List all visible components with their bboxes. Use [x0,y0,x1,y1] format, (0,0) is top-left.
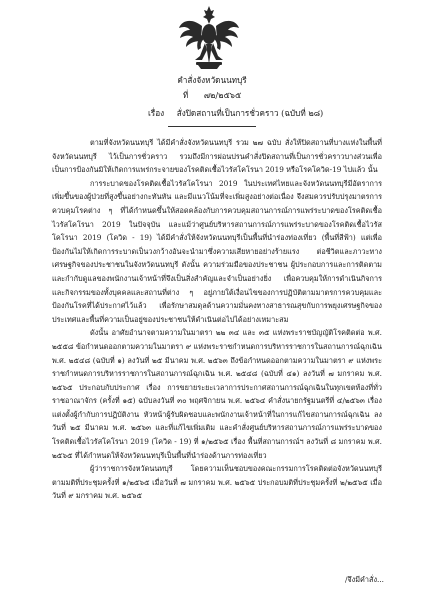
order-subject [148,107,323,120]
body-paragraph: การระบาดของโรคติดเชื้อไวรัสโคโรนา 2019 ในประเทศไทยและจังหวัดนนทบุรีมีอัตราการเพิ่มขึ้นของผู้ป่วยที่สูงขึ้นอย่างกะทันหัน และมีแนวโน้มที่จะเพิ่มสูงอย่างต่อเนื่อง จึงสมควรปรับปรุงมาตรการควบคุมโรคต่าง ๆ ที่ได้กำหนดขึ้นให้สอดคล้องกับการควบคุมสถานการณ์การแพร่ระบาดของโรคติดเชื้อไวรัสโคโรนา 2019 ในปัจจุบัน และแม้ว่าศูนย์บริหารสถานการณ์การแพร่ระบาดของโรคติดเชื้อไวรัสโคโรนา 2019 (โควิด - 19) ได้มีคำสั่งให้จังหวัดนนทบุรีเป็นพื้นที่นำร่องท่องเที่ยว (พื้นที่สีฟ้า) แต่เพื่อป้องกันไม่ให้เกิดการระบาดเป็นวงกว้างอันจะนำมาซึ่งความเสียหายอย่างร้ายแรง ต่อชีวิตและภาวะทางเศรษฐกิจของประชาชนในจังหวัดนนทบุรี ดังนั้น ความร่วมมือของประชาชน ผู้ประกอบการและการติดตามและกำกับดูแลของพนักงานเจ้าหน้าที่จึงเป็นสิ่งสำคัญและจำเป็นอย่างยิ่ง เพื่อควบคุมให้การดำเนินกิจการและกิจกรรมของทั้งบุคคลและสถานที่ต่าง ๆ อยู่ภายใต้เงื่อนไขของการปฏิบัติตามมาตรการควบคุมและป้องกันโรคที่ได้ประกาศไว้แล้ว เพื่อรักษาสมดุลด้านความมั่นคงทางสาธารณสุขกับการพยุงเศรษฐกิจของประเทศและพื้นที่ความเป็นอยู่ของประชาชนให้ดำเนินต่อไปได้อย่างเหมาะสม [52,178,382,324]
order-title: คำสั่งจังหวัดนนทบุรี [177,75,247,85]
order-number-value: ๗๒/๒๕๖๕ [203,90,242,100]
body-paragraph: ผู้ว่าราชการจังหวัดนนทบุรี โดยความเห็นชอบของคณะกรรมการโรคติดต่อจังหวัดนนทบุรี ตามมติที่ประชุมครั้งที่ ๑/๒๕๖๕ เมื่อวันที่ ๗ มกราคม พ.ศ. ๒๕๖๕ ประกอบมติที่ประชุมครั้งที่ ๒/๒๕๖๕ เมื่อวันที่ ๙ มกราคม พ.ศ. ๒๕๖๕ [52,464,382,501]
body-paragraph: ตามที่จังหวัดนนทบุรี ได้มีคำสั่งจังหวัดนนทบุรี รวม ๒๗ ฉบับ สั่งให้ปิดสถานที่บางแห่งในพื้นที่จังหวัดนนทบุรี ไว้เป็นการชั่วคราว รวมถึงมีการผ่อนปรนคำสั่งปิดสถานที่เป็นการชั่วคราวบางส่วนเพื่อเป็นการป้องกันมิให้เกิดการแพร่กระจายของโรคติดเชื้อไวรัสโคโรนา 2019 หรือโรคโควิด-19 ไปแล้ว นั้น [52,138,382,175]
body-paragraph: ดังนั้น อาศัยอำนาจตามความในมาตรา ๒๒ ๓๔ และ ๓๕ แห่งพระราชบัญญัติโรคติดต่อ พ.ศ. ๒๕๕๘ ข้อกำหนดออกตามความในมาตรา ๙ แห่งพระราชกำหนดการบริหารราชการในสถานการณ์ฉุกเฉิน พ.ศ. ๒๕๔๘ (ฉบับที่ ๑) ลงวันที่ ๒๕ มีนาคม พ.ศ. ๒๕๖๓ ถึงข้อกำหนดออกตามความในมาตรา ๙ แห่งพระราชกำหนดการบริหารราชการในสถานการณ์ฉุกเฉิน พ.ศ. ๒๕๔๘ (ฉบับที่ ๔๑) ลงวันที่ ๗ มกราคม พ.ศ. ๒๕๖๕ ประกอบกับประกาศ เรื่อง การขยายระยะเวลาการประกาศสถานการณ์ฉุกเฉินในทุกเขตท้องที่ทั่วราชอาณาจักร (ครั้งที่ ๑๕) ฉบับลงวันที่ ๓๐ พฤศจิกายน พ.ศ. ๒๕๖๔ คำสั่งนายกรัฐมนตรีที่ ๔/๒๕๖๓ เรื่อง แต่งตั้งผู้กำกับการปฏิบัติงาน หัวหน้าผู้รับผิดชอบและพนักงานเจ้าหน้าที่ในการแก้ไขสถานการณ์ฉุกเฉิน ลงวันที่ ๒๕ มีนาคม พ.ศ. ๒๕๖๓ และที่แก้ไขเพิ่มเติม และคำสั่งศูนย์บริหารสถานการณ์การแพร่ระบาดของโรคติดเชื้อไวรัสโคโรนา 2019 (โควิด - 19) ที่ ๑/๒๕๖๕ เรื่อง พื้นที่สถานการณ์ฯ ลงวันที่ ๘ มกราคม พ.ศ. ๒๕๖๕ ที่ได้กำหนดให้จังหวัดนนทบุรีเป็นพื้นที่นำร่องด้านการท่องเที่ยว [52,328,382,460]
continuation-note: /จึงมีคำสั่ง... [344,575,384,584]
subject-label: เรื่อง [148,108,165,118]
header-divider [168,126,256,127]
garuda-emblem-icon [178,4,240,70]
subject-value: สั่งปิดสถานที่เป็นการชั่วคราว (ฉบับที่ ๒๘) [176,108,324,118]
order-body [52,136,382,503]
order-number-label: ที่ [182,90,189,100]
order-number [0,90,424,101]
